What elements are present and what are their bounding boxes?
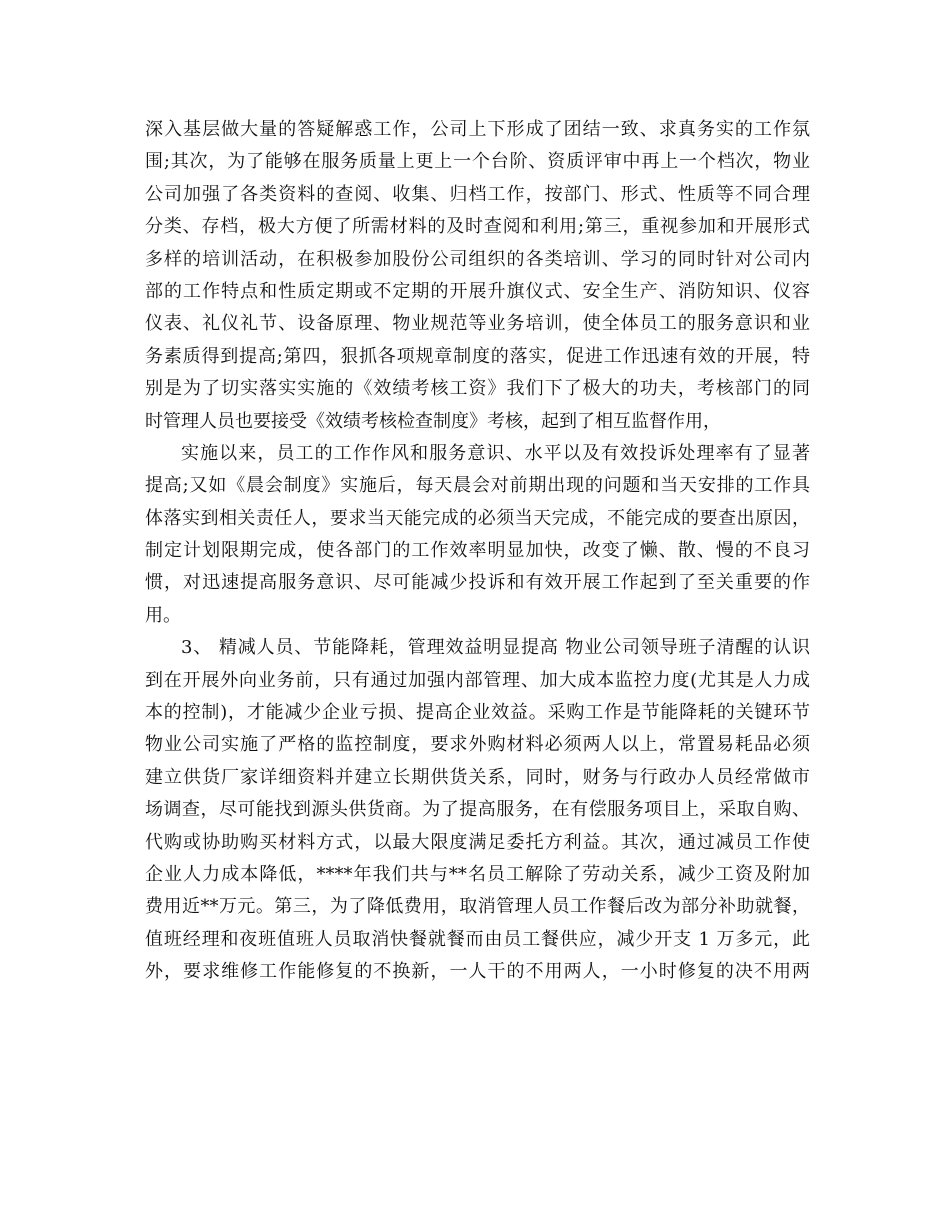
text-line: 代购或协助购买材料方式，以最大限度满足委托方利益。其次，通过减员工作使 [145, 831, 810, 853]
paragraph-3 [145, 632, 810, 988]
text-line: 值班经理和夜班值班人员取消快餐就餐而由员工餐供应，减少开支 1 万多元，此 [145, 928, 810, 950]
text-line: 务素质得到提高;第四，狠抓各项规章制度的落实，促进工作迅速有效的开展，特 [145, 345, 810, 367]
text-line: 物业公司实施了严格的监控制度，要求外购材料必须两人以上，常置易耗品必须 [145, 734, 810, 756]
text-line: 分类、存档，极大方便了所需材料的及时查阅和利用;第三，重视参加和开展形式 [145, 216, 810, 238]
text-line: 仪表、礼仪礼节、设备原理、物业规范等业务培训，使全体员工的服务意识和业 [145, 313, 810, 335]
document-body [145, 114, 810, 989]
paragraph-2 [145, 438, 810, 632]
text-line: 建立供货厂家详细资料并建立长期供货关系，同时，财务与行政办人员经常做市 [145, 766, 810, 788]
text-line: 制定计划限期完成，使各部门的工作效率明显加快，改变了懒、散、慢的不良习 [145, 540, 810, 562]
text-line: 企业人力成本降低，****年我们共与**名员工解除了劳动关系，减少工资及附加 [145, 863, 810, 885]
text-line: 用。 [145, 604, 181, 626]
paragraph-1 [145, 114, 810, 438]
text-line: 别是为了切实落实实施的《效绩考核工资》我们下了极大的功夫，考核部门的同 [145, 378, 810, 400]
text-line: 深入基层做大量的答疑解惑工作，公司上下形成了团结一致、求真务实的工作氛 [145, 119, 810, 140]
text-line: 到在开展外向业务前，只有通过加强内部管理、加大成本监控力度(尤其是人力成 [145, 669, 810, 691]
text-line: 费用近**万元。第三，为了降低费用，取消管理人员工作餐后改为部分补助就餐， [145, 896, 810, 918]
text-line: 实施以来，员工的工作作风和服务意识、水平以及有效投诉处理率有了显著 [181, 442, 810, 464]
text-line: 本的控制)，才能减少企业亏损、提高企业效益。采购工作是节能降耗的关键环节 [145, 702, 810, 724]
text-line: 场调查，尽可能找到源头供货商。为了提高服务，在有偿服务项目上，采取自购、 [145, 799, 810, 821]
text-line: 多样的培训活动，在积极参加股份公司组织的各类培训、学习的同时针对公司内 [145, 248, 810, 270]
text-line: 围;其次，为了能够在服务质量上更上一个台阶、资质评审中再上一个档次，物业 [145, 151, 810, 173]
text-line: 公司加强了各类资料的查阅、收集、归档工作，按部门、形式、性质等不同合理 [145, 183, 810, 205]
text-line: 时管理人员也要接受《效绩考核检查制度》考核，起到了相互监督作用， [145, 410, 721, 432]
text-line: 外，要求维修工作能修复的不换新，一人干的不用两人，一小时修复的决不用两 [145, 961, 810, 983]
text-line: 惯，对迅速提高服务意识、尽可能减少投诉和有效开展工作起到了至关重要的作 [145, 572, 810, 594]
text-line: 体落实到相关责任人，要求当天能完成的必须当天完成，不能完成的要查出原因， [145, 507, 810, 529]
text-line: 3、 精减人员、节能降耗，管理效益明显提高 物业公司领导班子清醒的认识 [181, 637, 810, 659]
text-line: 提高;又如《晨会制度》实施后，每天晨会对前期出现的问题和当天安排的工作具 [145, 475, 810, 497]
text-line: 部的工作特点和性质定期或不定期的开展升旗仪式、安全生产、消防知识、仪容 [145, 280, 810, 302]
